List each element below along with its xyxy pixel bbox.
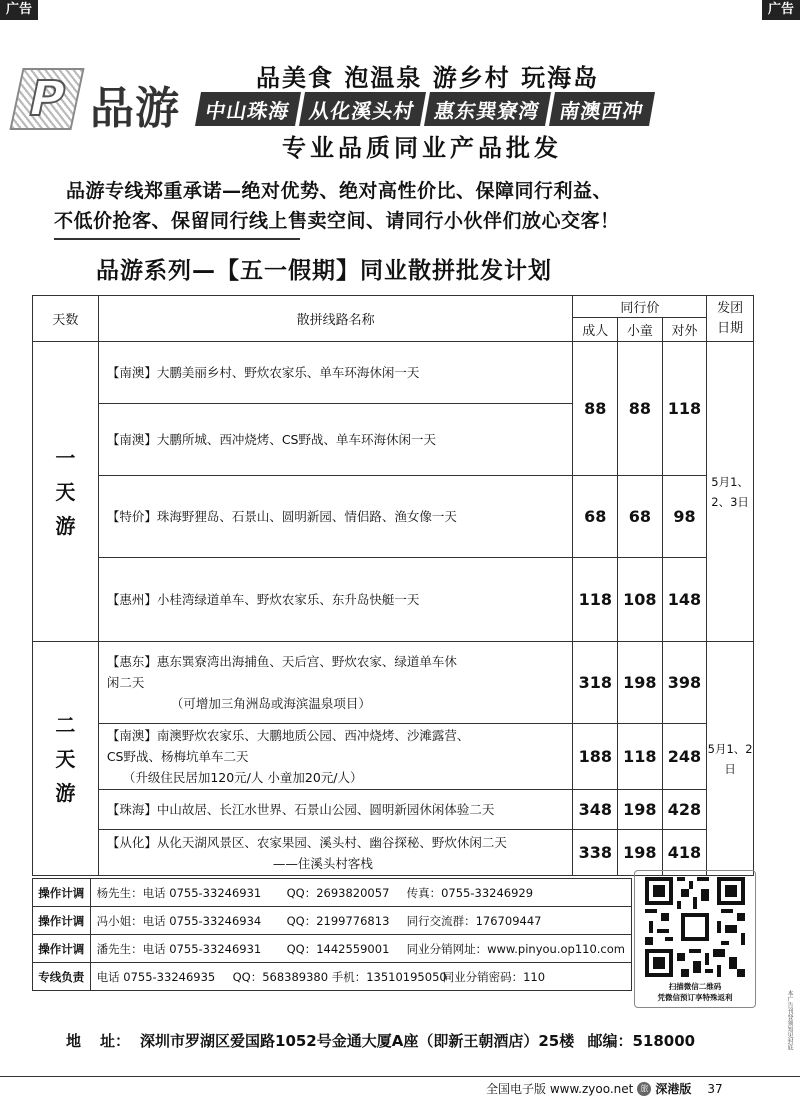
day-char: 一 bbox=[55, 445, 76, 470]
contact-label: 操作计调 bbox=[33, 935, 91, 963]
brand-p-icon: P bbox=[9, 68, 84, 130]
footer-edition: 深港版 bbox=[655, 1082, 692, 1096]
contact-row bbox=[33, 963, 632, 991]
departure-date: 5月1、2日 bbox=[707, 642, 754, 876]
price-child: 118 bbox=[618, 724, 663, 790]
page-number: 37 bbox=[707, 1081, 723, 1096]
address bbox=[66, 1030, 695, 1051]
contact-person: 电话 0755-33246935 bbox=[96, 969, 216, 984]
price-child: 88 bbox=[618, 342, 663, 476]
destination-tag: 中山珠海 bbox=[195, 92, 301, 126]
header-days: 天数 bbox=[33, 296, 99, 342]
contact-label: 操作计调 bbox=[33, 879, 91, 907]
price-child: 198 bbox=[618, 790, 663, 830]
contact-qq: QQ：2199776813 bbox=[286, 913, 390, 928]
promise-underline bbox=[54, 238, 300, 240]
route-cell: 【惠州】小桂湾绿道单车、野炊农家乐、东升岛快艇一天 bbox=[98, 558, 573, 642]
day-label-one bbox=[33, 342, 99, 642]
day-char: 天 bbox=[55, 746, 76, 771]
price-external: 118 bbox=[662, 342, 707, 476]
contact-info bbox=[90, 935, 631, 963]
qr-caption-1: 扫描微信二维码 bbox=[668, 982, 722, 991]
magazine-logo-icon: 旅 bbox=[637, 1082, 651, 1096]
price-child: 198 bbox=[618, 830, 663, 876]
price-table bbox=[32, 295, 754, 876]
address-postcode: 邮编：518000 bbox=[587, 1032, 696, 1050]
route-line: 【从化】从化天湖风景区、农家果园、溪头村、幽谷探秘、野炊休闲二天 bbox=[106, 834, 507, 850]
header-departure-l2: 日期 bbox=[717, 320, 744, 336]
address-label-1: 地 bbox=[66, 1032, 82, 1050]
price-child: 198 bbox=[618, 642, 663, 724]
header-child: 小童 bbox=[618, 318, 663, 342]
address-text: 深圳市罗湖区爱国路1052号金通大厦A座（即新王朝酒店）25楼 bbox=[140, 1032, 575, 1050]
side-note: 本广告刊登须知见封底 bbox=[786, 990, 793, 1050]
route-cell bbox=[98, 790, 573, 830]
price-external: 398 bbox=[662, 642, 707, 724]
footer-site[interactable]: 全国电子版 www.zyoo.net bbox=[486, 1082, 634, 1096]
route-line: 【南澳】南澳野炊农家乐、大鹏地质公园、西冲烧烤、沙滩露营、 bbox=[106, 728, 470, 743]
route-line: 闲二天 bbox=[106, 675, 145, 690]
price-external: 148 bbox=[662, 558, 707, 642]
destination-tag: 从化溪头村 bbox=[299, 92, 426, 126]
promise-line-1: 品游专线郑重承诺—绝对优势、绝对高性价比、保障同行利益、 bbox=[66, 180, 613, 202]
contact-extra: 传真：0755-33246929 bbox=[406, 885, 534, 900]
route-note: ——住溪头村客栈 bbox=[272, 855, 373, 871]
contact-row bbox=[33, 907, 632, 935]
contact-info bbox=[90, 963, 631, 991]
ad-label-right: 广告 bbox=[762, 0, 800, 20]
price-adult: 118 bbox=[573, 558, 618, 642]
contact-extra: 同业分销密码：110 bbox=[442, 969, 546, 984]
route-line: CS野战、杨梅坑单车二天 bbox=[106, 749, 249, 764]
subline: 专业品质同业产品批发 bbox=[282, 134, 562, 162]
brand-logo bbox=[12, 62, 202, 142]
promise-line-2: 不低价抢客、保留同行线上售卖空间、请同行小伙伴们放心交客！ bbox=[54, 210, 620, 232]
plan-title: 品游系列—【五一假期】同业散拼批发计划 bbox=[96, 258, 552, 284]
header-departure bbox=[707, 296, 754, 342]
contact-qq: QQ：1442559001 bbox=[286, 941, 390, 956]
contact-label: 专线负责 bbox=[33, 963, 91, 991]
route-cell bbox=[98, 830, 573, 876]
route-cell bbox=[98, 642, 573, 724]
contact-row bbox=[33, 935, 632, 963]
address-label-2: 址： bbox=[100, 1032, 131, 1050]
day-char: 游 bbox=[55, 513, 76, 538]
price-external: 98 bbox=[662, 476, 707, 558]
contact-extra: 同行交流群：176709447 bbox=[406, 913, 542, 928]
day-label-two bbox=[33, 642, 99, 876]
destination-tag: 南澳西冲 bbox=[549, 92, 655, 126]
route-cell bbox=[98, 724, 573, 790]
qr-caption-2: 凭微信预订享特殊返利 bbox=[657, 993, 733, 1002]
contact-row bbox=[33, 879, 632, 907]
price-adult: 68 bbox=[573, 476, 618, 558]
route-cell: 【南澳】大鹏所城、西冲烧烤、CS野战、单车环海休闲一天 bbox=[98, 404, 573, 476]
price-adult: 338 bbox=[573, 830, 618, 876]
destination-bar bbox=[198, 92, 778, 126]
route-line: 【惠东】惠东巽寮湾出海捕鱼、天后宫、野炊农家、绿道单车休 bbox=[106, 654, 457, 669]
price-external: 428 bbox=[662, 790, 707, 830]
price-adult: 318 bbox=[573, 642, 618, 724]
brand-name: 品游 bbox=[90, 83, 180, 134]
contact-qq: QQ：2693820057 bbox=[286, 885, 390, 900]
header-price: 同行价 bbox=[573, 296, 707, 318]
contact-info bbox=[90, 907, 631, 935]
price-adult: 348 bbox=[573, 790, 618, 830]
footer-divider bbox=[0, 1076, 800, 1077]
day-char: 天 bbox=[55, 479, 76, 504]
destination-tag: 惠东巽寮湾 bbox=[424, 92, 551, 126]
ad-label-left: 广告 bbox=[0, 0, 38, 20]
route-note: （升级住民居加120元/人 小童加20元/人） bbox=[122, 770, 363, 785]
price-external: 248 bbox=[662, 724, 707, 790]
header-departure-l1: 发团 bbox=[717, 300, 744, 316]
tagline: 品美食 泡温泉 游乡村 玩海岛 bbox=[256, 64, 600, 92]
contact-extra: 同业分销网址：www.pinyou.op110.com bbox=[406, 941, 625, 956]
contact-info bbox=[90, 879, 631, 907]
contact-label: 操作计调 bbox=[33, 907, 91, 935]
header-adult: 成人 bbox=[573, 318, 618, 342]
day-char: 二 bbox=[55, 712, 76, 737]
header-route: 散拼线路名称 bbox=[98, 296, 573, 342]
departure-date: 5月1、2、3日 bbox=[707, 342, 754, 642]
contact-person: 潘先生：电话 0755-33246931 bbox=[96, 941, 262, 956]
route-note: （可增加三角洲岛或海滨温泉项目） bbox=[170, 696, 371, 711]
price-adult: 88 bbox=[573, 342, 618, 476]
contact-qq: QQ：568389380 手机：13510195050 bbox=[232, 969, 447, 984]
route-cell: 【南澳】大鹏美丽乡村、野炊农家乐、单车环海休闲一天 bbox=[98, 342, 573, 404]
footer bbox=[486, 1080, 723, 1097]
price-child: 108 bbox=[618, 558, 663, 642]
contact-person: 杨先生：电话 0755-33246931 bbox=[96, 885, 262, 900]
contact-person: 冯小姐：电话 0755-33246934 bbox=[96, 913, 262, 928]
price-external: 418 bbox=[662, 830, 707, 876]
route-line: 【珠海】中山故居、长江水世界、石景山公园、圆明新园休闲体验二天 bbox=[106, 802, 495, 817]
route-cell: 【特价】珠海野狸岛、石景山、圆明新园、情侣路、渔女像一天 bbox=[98, 476, 573, 558]
price-child: 68 bbox=[618, 476, 663, 558]
qr-code-box bbox=[634, 870, 756, 1008]
qr-code-icon[interactable] bbox=[645, 877, 745, 977]
price-adult: 188 bbox=[573, 724, 618, 790]
header-external: 对外 bbox=[662, 318, 707, 342]
contact-table bbox=[32, 878, 632, 991]
day-char: 游 bbox=[55, 780, 76, 805]
